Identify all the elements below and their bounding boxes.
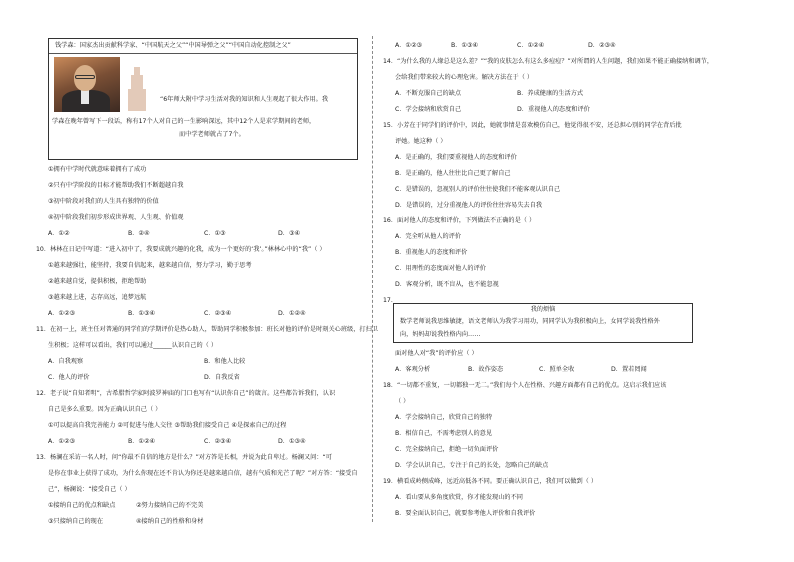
q17-option[interactable]: D．置若罔闻 [611,366,647,373]
bio-header: 钱学森：国家杰出贡献科学家、“中国航天之父”“中国导弹之父”“中国自动化控制之父” [49,39,357,54]
q17-option[interactable]: B．故作姿态 [468,366,504,373]
q13-option[interactable]: D．②③④ [588,42,616,49]
column-divider [372,36,373,522]
q9-item: ②只有中学阶段的目标才能帮助我们不断超越自我 [48,182,184,189]
q13-stem: 13．杨澜在采访一名人时，问“你最不自信的地方是什么？”对方答是长相，并说为此自卑过。杨澜又问：“可 [36,454,332,461]
q15-stem: 15．小芳在于同学们的评价中，因此，她就事情是喜欢模仿自己，他觉得很不安，还总担心别的同学在背后批 [383,122,682,129]
q12-option[interactable]: A．①②③ [48,438,76,445]
q13-option[interactable]: A．①②③ [395,42,423,49]
q17-box-line: 向，妈妈却说我性格内向…… [400,331,481,338]
q12-stem: 12．老子说“自知者明”，古希腊哲学家阿波罗神庙的门口也写有“认识你自己”的箴言。这些都告诉我们，认识 [36,390,336,397]
q13-stem: 己”，杨澜说：“接受自己（ ） [48,486,131,493]
q15-option[interactable]: C．是错误的，忽视别人的评价往往使我们不能客观认识自己 [395,186,561,193]
q16-option[interactable]: A．完全听从他人的评价 [395,233,462,240]
q10-option[interactable]: B．①③④ [128,310,156,317]
q11-stem: 11．在初一上，班主任对普通的同学们的学期评价是热心助人，帮助同学积极参加：班长对他的评价是时刻关心班级，打扫卫 [36,326,378,333]
q17-option[interactable]: A．客观分析 [395,366,431,373]
q18-option[interactable]: D．学会认识自己，专注于自己的长处，忽略自己的缺点 [395,462,549,469]
q16-option[interactable]: D．客观分析，既不盲从，也不能忽视 [395,281,499,288]
q14-option[interactable]: C．学会接纳和欣赏自己 [395,106,462,113]
q17-stem: 面对他人对“我”的评价应（ ） [395,350,478,357]
q10-option[interactable]: A．①②③ [48,310,76,317]
q17-box [393,303,693,343]
q16-option[interactable]: C．用理性的态度面对他人的评价 [395,265,486,272]
q11-option[interactable]: A．自我观察 [48,358,84,365]
q10-item: ①越来越强壮，能坚持，我要自信起来，越来越自信，努力学习，勤于思考 [48,262,252,269]
q13-item: ④接纳自己的性格和身材 [136,518,204,525]
bio-line: 学森在晚年曾写下一段话，称有17个人对自己的一生影响深远，其中12个人是求学期间的老师， [52,118,316,125]
q17-box-title: 我的烦恼 [530,306,556,313]
q15-option[interactable]: B．是正确的，他人往往比自己更了解自己 [395,170,511,177]
q10-item: ②越来越自觉，提供积极，拒绝帮助 [48,278,147,285]
q13-item: ①接纳自己的优点和缺点 [48,502,116,509]
q10-item: ③越来越上进，志存高远，追梦远航 [48,294,147,301]
q11-option[interactable]: D．自我反省 [204,374,240,381]
q19-option[interactable]: A．看山要从多角度欣赏，你才能发现山的不同 [395,494,523,501]
q12-stem: 自己是多么重要。因为正确认识自己（ ） [48,406,162,413]
q12-option[interactable]: D．①③④ [278,438,306,445]
q15-stem: 评她。她这种（ ） [395,138,447,145]
bio-line: 而中学老师就占了7个。 [179,131,245,138]
q9-option[interactable]: A．①② [48,230,70,237]
q9-option[interactable]: B．②④ [128,230,150,237]
q14-stem: 14．“为什么我的人缘总是这么差？”“我的皮肤怎么有这么多痘痘？”对所谓的人生问题，我们如果不能正确接纳和调节， [383,58,714,65]
q14-option[interactable]: B．养成健康的生活方式 [517,90,584,97]
q9-option[interactable]: C．①③ [204,230,226,237]
q10-option[interactable]: C．②③④ [204,310,232,317]
q11-option[interactable]: C．他人的评价 [48,374,90,381]
q13-stem: 是你在事业上获得了成功，为什么你现在还不肯认为你还是越来越自信，越有气质和光芒了呢？”对方答：“接受自 [48,470,358,477]
q9-option[interactable]: D．③④ [278,230,301,237]
building-watermark [128,67,146,111]
q17-number: 17. [383,297,393,304]
q12-option[interactable]: B．①②④ [128,438,156,445]
q11-option[interactable]: B．和他人比较 [204,358,246,365]
q10-stem: 10．林林在日记中写道：“进入初中了，我要成就兴趣的化我，成为一个更好的‘我’。”林林心中的“我”（ ） [36,246,326,253]
q12-items: ①可以提高自我完善能力 ②可促进与他人交往 ③帮助我们接受自己 ④是探索自己的过程 [48,422,287,429]
bio-box [48,38,358,160]
q14-stem: 会给我们带来较大的心理危害。解决方法在于（ ） [395,74,534,81]
q18-stem: 18．“一切都不重复，一切都独一无二。”我们每个人在性格、兴趣方面都有自己的优点。这启示我们应该 [383,382,667,389]
q9-item: ③初中阶段对我们的人生具有独特的价值 [48,198,159,205]
q13-option[interactable]: C．①②④ [517,42,545,49]
q13-item: ③只接纳自己的现在 [48,518,104,525]
q18-option[interactable]: B．相信自己，不需考虑别人的意见 [395,430,493,437]
q9-item: ①拥有中学时代就意味着拥有了成功 [48,166,147,173]
q19-option[interactable]: B．要全面认识自己，就要参考他人评价和自我评价 [395,510,536,517]
q18-option[interactable]: A．学会接纳自己，欣赏自己的独特 [395,414,493,421]
q17-option[interactable]: C．照单全收 [539,366,575,373]
q15-option[interactable]: A．是正确的，我们要重视他人的态度和评价 [395,154,517,161]
q14-option[interactable]: D．重视他人的态度和评价 [517,106,590,113]
q16-option[interactable]: B．重视他人的态度和评价 [395,249,468,256]
q9-item: ④初中阶段我们初步形成世界观、人生观、价值观 [48,214,184,221]
q13-item: ②努力接纳自己的不完美 [136,502,204,509]
q10-option[interactable]: D．①②④ [278,310,306,317]
q16-stem: 16．面对他人的态度和评价，下列做法不正确的是（ ） [383,217,536,224]
q17-box-line: 数学老师说我思维敏捷，语文老师认为我学习用功，同同学认为我积极向上，女同学说我性格外 [400,318,660,325]
q18-stem: （ ） [395,398,410,405]
q11-stem: 生积极；这样可以看出，我们可以通过______认识自己的（ ） [48,342,218,349]
q12-option[interactable]: C．②③④ [204,438,232,445]
q18-option[interactable]: C．完全接纳自己，拒绝一切负面评价 [395,446,499,453]
q19-stem: 19．横看成岭侧成峰，远近高低各不同。要正确认识自己，我们可以做到（ ） [383,478,598,485]
q15-option[interactable]: D．是错误的，过分重视他人的评价往往容易失去自我 [395,202,543,209]
bio-line: “6年师大附中学习生活对我的知识和人生观起了很大作用。我 [160,96,329,103]
q13-option[interactable]: B．①③④ [451,42,479,49]
portrait-photo [54,57,120,112]
q14-option[interactable]: A．不断克服自己的缺点 [395,90,462,97]
